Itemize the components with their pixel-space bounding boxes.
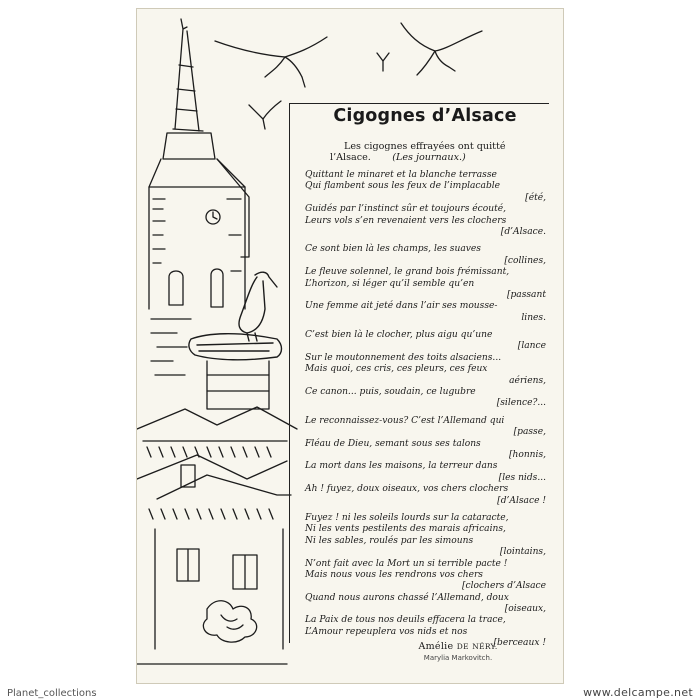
poem-line: Leurs vols s’en revenaient vers les clochers xyxy=(305,215,507,226)
poem-line: Mais nous vous les rendrons vos chers xyxy=(305,569,483,580)
poem-line: [les nids... xyxy=(498,472,546,483)
nest-stork xyxy=(189,272,282,360)
epigraph-source: (Les journaux.) xyxy=(392,152,466,163)
poem-line: aériens, xyxy=(509,375,546,386)
poem-title: Cigognes d’Alsace xyxy=(333,106,517,126)
poem-line: Fléau de Dieu, semant sous ses talons xyxy=(305,438,481,449)
poem-line: lines. xyxy=(521,312,546,323)
poem-line: N’ont fait avec la Mort un si terrible pacte ! xyxy=(305,558,508,569)
flying-stork-1 xyxy=(215,37,327,87)
poem-line: Sur le moutonnement des toits alsaciens... xyxy=(305,352,502,363)
poem-line: [collines, xyxy=(504,255,546,266)
poem-line: L’horizon, si léger qu’il semble qu’en xyxy=(305,278,475,289)
poem-line: [clochers d’Alsace xyxy=(461,581,546,592)
poem-line: [silence?... xyxy=(496,398,546,409)
flying-stork-2 xyxy=(401,23,482,75)
author-first-name: Amélie xyxy=(418,641,454,652)
poem-line: [d’Alsace ! xyxy=(497,495,546,506)
poem-line: Une femme ait jeté dans l’air ses mousse- xyxy=(305,301,498,312)
poem-line: Ce canon... puis, soudain, ce lugubre xyxy=(305,387,476,398)
flying-stork-4 xyxy=(249,101,281,129)
poem-line: [oiseaux, xyxy=(504,604,546,615)
poem-line: Qui flambent sous les feux de l’implacable xyxy=(305,181,501,192)
poem-line: C’est bien là le clocher, plus aigu qu’une xyxy=(305,330,493,341)
poem-line: [été, xyxy=(525,192,546,203)
poem-line: [berceaux ! xyxy=(493,638,546,649)
poem-line: Quittant le minaret et la blanche terrasse xyxy=(305,170,497,180)
poem-line: Fuyez ! ni les soleils lourds sur la cataracte, xyxy=(305,512,509,523)
poem-line: [passant xyxy=(506,289,546,300)
poem-body xyxy=(305,170,546,650)
poem-line: Ni les sables, roulés par les simouns xyxy=(305,535,474,546)
poem-line: La mort dans les maisons, la terreur dans xyxy=(305,461,498,472)
poem-line: Ni les vents pestilents des marais africains, xyxy=(305,524,506,535)
poem-line: Mais quoi, ces cris, ces pleurs, ces feux xyxy=(305,364,488,375)
watermark-right: www.delcampe.net xyxy=(583,686,693,699)
poem-line: Guidés par l’instinct sûr et toujours écouté, xyxy=(305,204,507,215)
poem-author xyxy=(400,641,516,652)
poem-line: [lance xyxy=(517,341,546,352)
flying-stork-3 xyxy=(377,53,389,71)
poem-line: [lointains, xyxy=(499,547,546,558)
illustrator-signature: Marylia Markovitch. xyxy=(423,654,493,662)
poem-line: [d’Alsace. xyxy=(500,226,546,237)
poem-line: Quand nous aurons chassé l’Allemand, doux xyxy=(305,592,509,603)
watermark-left: Planet_collections xyxy=(7,688,97,699)
poem-line: [honnis, xyxy=(508,449,546,460)
poem-line: Ah ! fuyez, doux oiseaux, vos chers clochers xyxy=(305,484,509,495)
author-particle: DE xyxy=(456,642,469,651)
epigraph xyxy=(330,141,550,163)
author-last-name: NÉRY. xyxy=(472,642,498,651)
poem-line: Le reconnaissez-vous? C’est l’Allemand qui xyxy=(305,415,505,426)
epigraph-main: l’Alsace. xyxy=(330,152,371,163)
poem-line: La Paix de tous nos deuils effacera la trace, xyxy=(305,615,506,626)
epigraph-line-1: Les cigognes effrayées ont quitté xyxy=(344,141,506,152)
poem-line: L’Amour repeuplera vos nids et nos xyxy=(305,626,468,637)
poem-line: Ce sont bien là les champs, les suaves xyxy=(305,244,481,255)
poem-line: [passe, xyxy=(513,427,546,438)
poem-line: Le fleuve solennel, le grand bois frémissant, xyxy=(305,267,510,278)
epigraph-line-2 xyxy=(330,152,550,163)
